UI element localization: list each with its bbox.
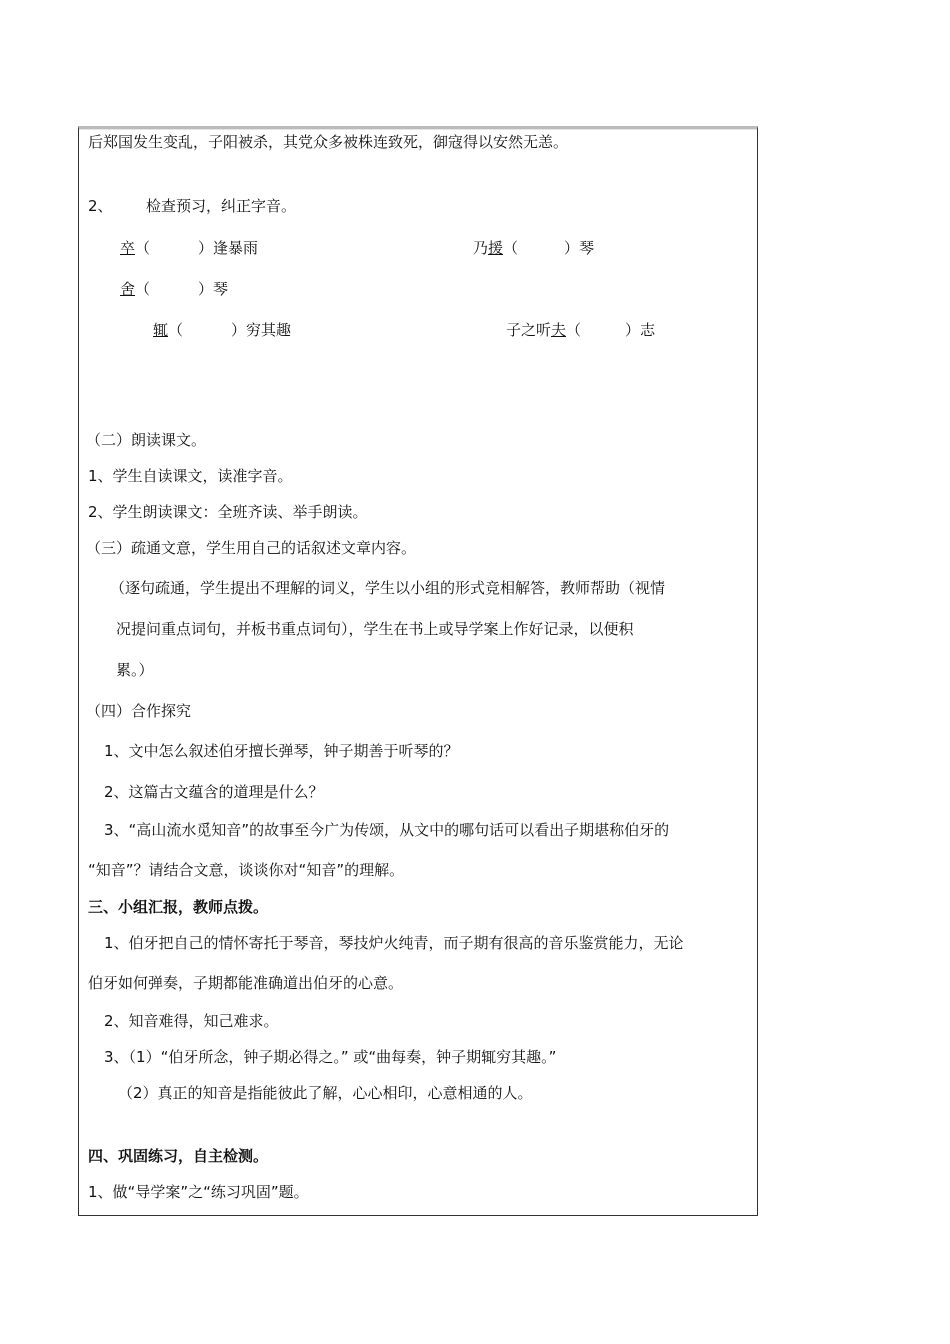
section-heading: （四）合作探究 — [86, 702, 192, 720]
text-line: 累。） — [116, 661, 154, 679]
text-line: 况提问重点词句，并板书重点词句），学生在书上或导学案上作好记录，以便积 — [116, 620, 634, 638]
answer-item: 2、知音难得，知己难求。 — [104, 1012, 279, 1030]
text-line: 1、做“导学案”之“练习巩固”题。 — [88, 1183, 309, 1201]
pronunciation-item: 舍（ ）琴 — [120, 280, 229, 298]
answer-item: 伯牙如何弹奏，子期都能准确道出伯牙的心意。 — [88, 974, 404, 992]
question-item: 1、文中怎么叙述伯牙擅长弹琴，钟子期善于听琴的？ — [104, 742, 459, 760]
text-line: 检查预习，纠正字音。 — [146, 197, 297, 215]
question-item: 2、这篇古文蕴含的道理是什么？ — [104, 783, 324, 801]
text-line: 2、学生朗读课文：全班齐读、举手朗读。 — [88, 503, 368, 521]
pronunciation-item: 辄（ ）穷其趣 — [153, 321, 292, 339]
answer-item: （2）真正的知音是指能彼此了解，心心相印，心意相通的人。 — [118, 1084, 533, 1102]
section-heading: （三）疏通文意，学生用自己的话叙述文章内容。 — [86, 539, 417, 557]
pronunciation-item: 子之听夫（ ）志 — [506, 321, 656, 339]
target-char: 援 — [488, 239, 504, 257]
target-char: 舍 — [120, 280, 136, 298]
question-item: 3、“高山流水觅知音”的故事至今广为传颂，从文中的哪句话可以看出子期堪称伯牙的 — [104, 821, 670, 839]
target-char: 夫 — [551, 321, 567, 339]
text-line: 后郑国发生变乱，子阳被杀，其党众多被株连致死，御寇得以安然无恙。 — [88, 133, 569, 151]
section-heading: （二）朗读课文。 — [86, 431, 207, 449]
question-item: “知音”？请结合文意，谈谈你对“知音”的理解。 — [88, 861, 405, 879]
answer-item: 1、伯牙把自己的情怀寄托于琴音，琴技炉火纯青，而子期有很高的音乐鉴赏能力，无论 — [104, 934, 684, 952]
pronunciation-item: 卒（ ）逢暴雨 — [120, 239, 259, 257]
target-char: 卒 — [120, 239, 136, 257]
text-line: 1、学生自读课文，读准字音。 — [88, 467, 293, 485]
answer-item: 3、（1）“伯牙所念，钟子期必得之。” 或“曲每奏，钟子期辄穷其趣。” — [104, 1048, 557, 1066]
text-line: （逐句疏通，学生提出不理解的词义，学生以小组的形式竞相解答，教师帮助（视情 — [110, 579, 666, 597]
section-heading: 三、小组汇报，教师点拨。 — [88, 898, 269, 916]
section-heading: 四、巩固练习，自主检测。 — [88, 1147, 269, 1165]
pronunciation-item: 乃援（ ）琴 — [473, 239, 595, 257]
target-char: 辄 — [153, 321, 169, 339]
list-number: 2、 — [88, 197, 113, 215]
